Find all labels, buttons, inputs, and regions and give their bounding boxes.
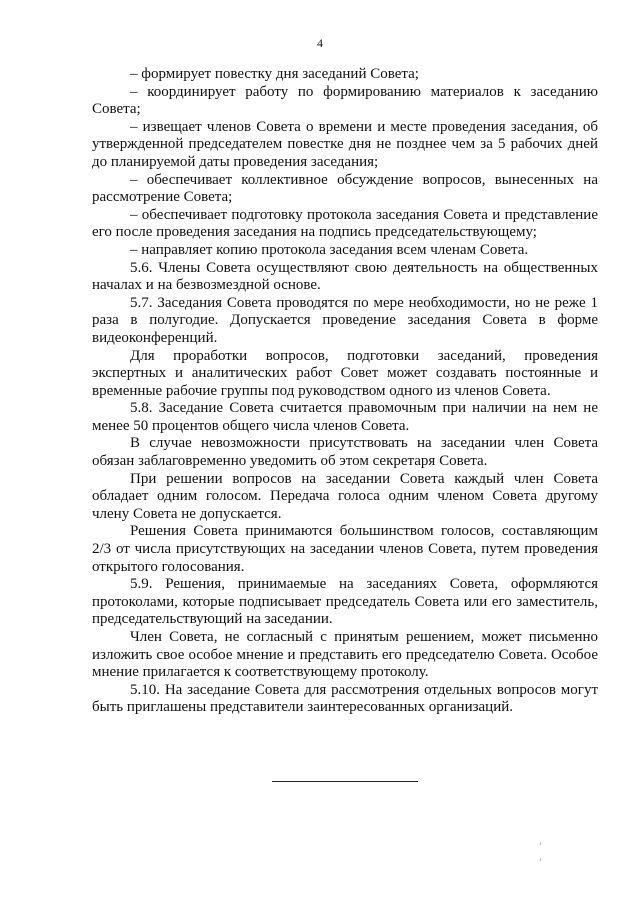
clause-5-8-decisions: Решения Совета принимаются большинством голосов, составляющим 2/3 от числа присутствующих на заседании членов Совета, путем проведения открытого голосования. [92,523,598,575]
clause-5-8: 5.8. Заседание Совета считается правомочным при наличии на нем не менее 50 процентов общего числа членов Совета. [92,400,598,434]
page-number: 4 [317,36,323,50]
clause-5-9-dissent: Член Совета, не согласный с принятым решением, может письменно изложить свое особое мнение и представить его председателю Совета. Особое мнение прилагается к соответствующему протоколу. [92,629,598,681]
scan-speck [540,842,541,845]
clause-5-8-absence: В случае невозможности присутствовать на заседании член Совета обязан заблаговременно уведомить об этом секретаря Совета. [92,435,598,470]
list-item-materials: – координирует работу по формированию материалов к заседанию Совета; [92,83,598,118]
list-item-copy: – направляет копию протокола заседания всем членам Совета. [130,241,529,258]
closing-rule [272,781,418,782]
clause-5-10: 5.10. На заседание Совета для рассмотрения отдельных вопросов могут быть приглашены представители заинтересованных организаций. [92,681,598,716]
list-item-discussion: – обеспечивает коллективное обсуждение вопросов, вынесенных на рассмотрение Совета; [92,171,598,206]
clause-5-9: 5.9. Решения, принимаемые на заседаниях Совета, оформляются протоколами, которые подписывает председатель Совета или его заместитель, председательствующий на заседании. [92,576,598,628]
list-item-notification: – извещает членов Совета о времени и месте проведения заседания, об утвержденной председателем повестке дня не позднее чем за 5 рабочих дней до планируемой даты проведения заседания; [92,118,598,170]
clause-5-8-voting: При решении вопросов на заседании Совета каждый член Совета обладает одним голосом. Передача голоса одним членом Совета другому члену Совета не допускается. [92,470,598,522]
clause-5-6: 5.6. Члены Совета осуществляют свою деятельность на общественных началах и на безвозмездной основе. [92,259,598,294]
clause-5-7: 5.7. Заседания Совета проводятся по мере необходимости, но не реже 1 раза в полугодие. Допускается проведение заседания Совета в форме видеоконференций. [92,294,598,346]
list-item-agenda: – формирует повестку дня заседаний Совета; [130,66,419,82]
scan-speck [540,858,541,861]
list-item-protocol: – обеспечивает подготовку протокола заседания Совета и представление его после проведения заседания на подпись председательствующему; [92,206,598,241]
document-body [92,66,598,717]
clause-5-7-working-groups: Для проработки вопросов, подготовки заседаний, проведения экспертных и аналитических работ Совет может создавать постоянные и временные рабочие группы под руководством одного из членов Совета. [92,347,598,399]
